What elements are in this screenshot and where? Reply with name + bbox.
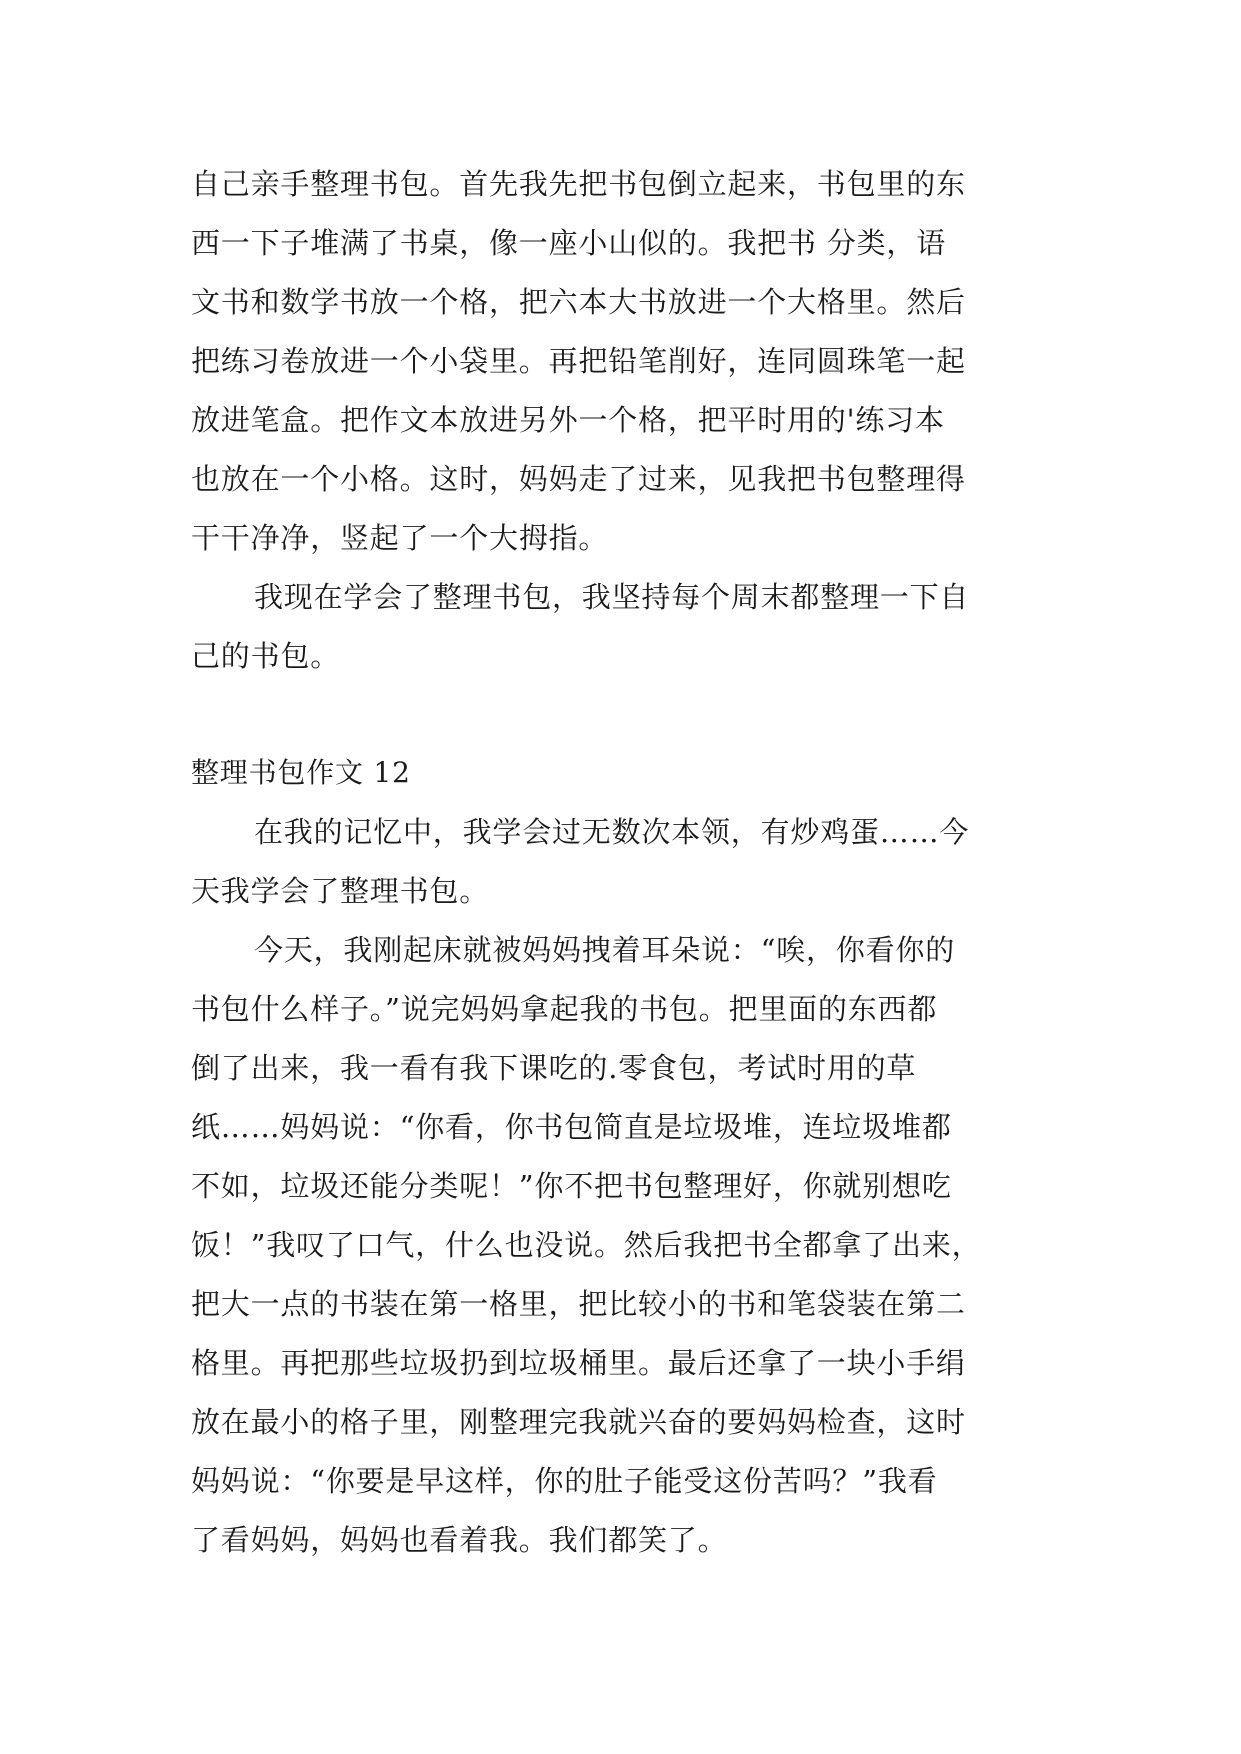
text-line: 放进笔盒。把作文本放进另外一个格，把平时用的'练习本 [191,403,945,437]
text-line: 文书和数学书放一个格，把六本大书放进一个大格里。然后 [191,285,966,319]
text-line: 西一下子堆满了书桌，像一座小山似的。我把书 分类，语 [191,226,947,260]
text-line: 格里。再把那些垃圾扔到垃圾桶里。最后还拿了一块小手绢 [191,1346,966,1380]
text-line: 饭！”我叹了口气，什么也没说。然后我把书全都拿了出来， [191,1228,982,1262]
text-line: 干干净净，竖起了一个大拇指。 [191,521,609,555]
text-line: 倒了出来，我一看有我下课吃的.零食包，考试时用的草 [191,1051,917,1085]
text-line: 放在最小的格子里，刚整理完我就兴奋的要妈妈检查，这时 [191,1405,966,1439]
text-line: 妈妈说：“你要是早这样，你的肚子能受这份苦吗？”我看 [191,1464,938,1498]
text-line: 在我的记忆中，我学会过无数次本领，有炒鸡蛋……今 [254,815,970,849]
text-line: 不如，垃圾还能分类呢！”你不把书包整理好，你就别想吃 [191,1169,952,1203]
text-line: 自己亲手整理书包。首先我先把书包倒立起来，书包里的东 [191,167,966,201]
text-line: 纸……妈妈说：“你看，你书包简直是垃圾堆，连垃圾堆都 [191,1110,952,1144]
text-line: 今天，我刚起床就被妈妈拽着耳朵说：“唉，你看你的 [254,933,956,967]
text-line: 也放在一个小格。这时，妈妈走了过来，见我把书包整理得 [191,462,966,496]
text-line: 己的书包。 [191,639,341,673]
text-line: 把大一点的书装在第一格里，把比较小的书和笔袋装在第二 [191,1287,966,1321]
text-line: 了看妈妈，妈妈也看着我。我们都笑了。 [191,1523,728,1557]
text-line: 把练习卷放进一个小袋里。再把铅笔削好，连同圆珠笔一起 [191,344,966,378]
text-line: 书包什么样子。”说完妈妈拿起我的书包。把里面的东西都 [191,992,938,1026]
section-heading: 整理书包作文 12 [191,756,411,789]
text-line: 天我学会了整理书包。 [191,874,490,908]
text-line: 我现在学会了整理书包，我坚持每个周末都整理一下自 [254,580,970,614]
